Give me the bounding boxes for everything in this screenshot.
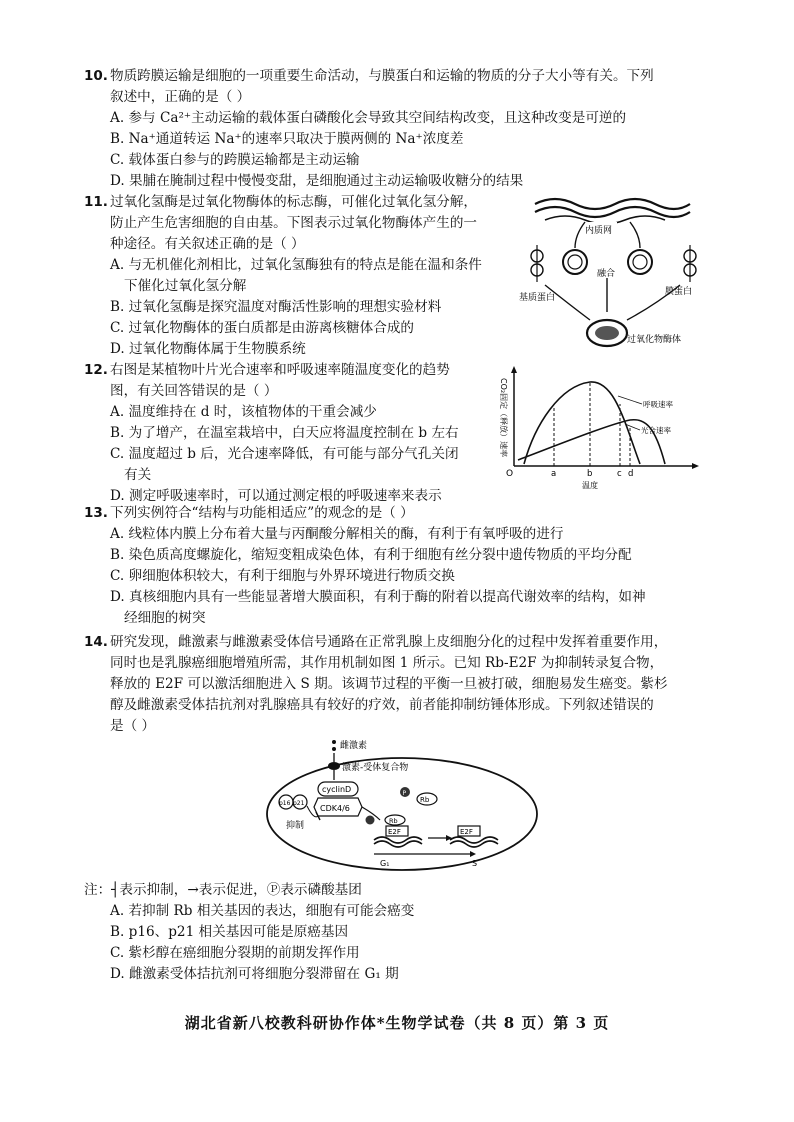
option-c[interactable]: C. 紫杉醇在癌细胞分裂期的前期发挥作用 [110, 945, 360, 961]
option-d-cont: 经细胞的树突 [124, 610, 206, 626]
option-a[interactable]: A. 若抑制 Rb 相关基因的表达，细胞有可能会癌变 [110, 903, 415, 919]
inhibit-label: 抑制 [286, 821, 305, 831]
option-a[interactable]: A. 温度维持在 d 时，该植物体的干重会减少 [110, 404, 377, 420]
option-c[interactable]: C. 卵细胞体积较大，有利于细胞与外界环境进行物质交换 [110, 568, 455, 584]
question-stem: 种途径。有关叙述正确的是（ ） [110, 236, 305, 252]
option-d[interactable]: D. 雌激素受体拮抗剂可将细胞分裂滞留在 G₁ 期 [110, 966, 399, 982]
question-stem: 过氧化氢酶是过氧化物酶体的标志酶，可催化过氧化氢分解， [110, 194, 478, 210]
question-stem: 叙述中，正确的是（ ） [110, 89, 251, 105]
peroxisome-label: 过氧化物酶体 [627, 335, 682, 345]
page-footer: 湖北省新八校教科研协作体*生物学试卷（共 8 页）第 3 页 [184, 1014, 610, 1032]
question-10 [84, 66, 654, 192]
question-13 [84, 503, 646, 629]
hormone-receptor-complex-label: 激素-受体复合物 [342, 763, 409, 773]
question-stem: 防止产生危害细胞的自由基。下图表示过氧化物酶体产生的一 [110, 215, 478, 231]
chart-tick-a: a [551, 469, 557, 479]
chart-tick-d: d [628, 469, 634, 479]
option-b[interactable]: B. 过氧化氢酶是探究温度对酶活性影响的理想实验材料 [110, 299, 442, 315]
er-label: 内质网 [585, 226, 613, 236]
option-d[interactable]: D. 果脯在腌制过程中慢慢变甜，是细胞通过主动运输吸收糖分的结果 [110, 173, 524, 189]
question-stem: 研究发现，雌激素与雌激素受体信号通路在正常乳腺上皮细胞分化的过程中发挥着重要作用， [110, 634, 668, 650]
chart-tick-b: b [587, 469, 593, 479]
question-12 [84, 360, 459, 507]
question-number: 10. [84, 68, 108, 84]
fusion-label: 融合 [597, 269, 616, 279]
option-a-cont: 下催化过氧化氢分解 [124, 278, 247, 294]
figure-note: 注：┤表示抑制，→表示促进，Ⓟ表示磷酸基团 [84, 882, 362, 898]
question-14 [84, 632, 668, 737]
question-stem: 右图是某植物叶片光合速率和呼吸速率随温度变化的趋势 [110, 362, 450, 378]
question-stem: 释放的 E2F 可以激活细胞进入 S 期。该调节过程的平衡一旦被打破，细胞易发生癌变。紫杉 [110, 676, 668, 692]
option-b[interactable]: B. p16、p21 相关基因可能是原癌基因 [110, 924, 349, 940]
option-a[interactable]: A. 参与 Ca²⁺主动运输的载体蛋白磷酸化会导致其空间结构改变，且这种改变是可逆的 [110, 110, 627, 126]
rb-label: Rb [389, 817, 398, 825]
option-b[interactable]: B. 染色质高度螺旋化，缩短变粗成染色体，有利于细胞有丝分裂中遗传物质的平均分配 [110, 547, 632, 563]
question-stem: 图，有关回答错误的是（ ） [110, 383, 278, 399]
option-c[interactable]: C. 温度超过 b 后，光合速率降低，有可能与部分气孔关闭 [110, 446, 459, 462]
chart-x-label: 温度 [582, 481, 598, 489]
membrane-protein-label: 膜蛋白 [665, 287, 693, 297]
question-11 [84, 192, 482, 360]
option-a[interactable]: A. 线粒体内膜上分布着大量与丙酮酸分解相关的酶，有利于有氧呼吸的进行 [110, 526, 564, 542]
cdk-label: CDK4/6 [320, 804, 350, 813]
peroxisome-figure [515, 190, 715, 350]
option-d[interactable]: D. 过氧化物酶体属于生物膜系统 [110, 341, 306, 357]
option-c-cont: 有关 [124, 467, 152, 483]
question-number: 13. [84, 505, 108, 521]
s-phase-label: S [472, 859, 478, 868]
e2f-label: E2F [388, 828, 401, 836]
option-b[interactable]: B. Na⁺通道转运 Na⁺的速率只取决于膜两侧的 Na⁺浓度差 [110, 131, 464, 147]
p16-label: p16 [279, 800, 291, 807]
option-c[interactable]: C. 过氧化物酶体的蛋白质都是由游离核糖体合成的 [110, 320, 415, 336]
question-number: 12. [84, 362, 108, 378]
question-number: 11. [84, 194, 108, 210]
cell-mechanism-figure [262, 736, 552, 876]
option-b[interactable]: B. 为了增产，在温室栽培中，白天应将温度控制在 b 左右 [110, 425, 459, 441]
chart-origin: O [506, 469, 514, 479]
e2f-released-label: E2F [460, 828, 473, 836]
option-a[interactable]: A. 与无机催化剂相比，过氧化氢酶独有的特点是能在温和条件 [110, 257, 482, 273]
g1-label: G₁ [380, 859, 390, 868]
chart-y-label: CO₂固定（释放）速率 [499, 378, 508, 458]
p21-label: p21 [293, 800, 305, 807]
matrix-protein-label: 基质蛋白 [519, 293, 556, 303]
question-number: 14. [84, 634, 108, 650]
estrogen-label: 雌激素 [340, 741, 368, 751]
cyclind-label: cyclinD [322, 785, 352, 794]
option-c[interactable]: C. 载体蛋白参与的跨膜运输都是主动运输 [110, 152, 360, 168]
question-stem: 醇及雌激素受体拮抗剂对乳腺癌具有较好的疗效，前者能抑制纺锤体形成。下列叙述错误的 [110, 697, 654, 713]
rate-temperature-chart [490, 364, 715, 489]
option-d[interactable]: D. 真核细胞内具有一些能显著增大膜面积，有利于酶的附着以提高代谢效率的结构，如神 [110, 589, 646, 605]
question-stem: 下列实例符合“结构与功能相适应”的观念的是（ ） [110, 505, 414, 521]
rb-free-label: Rb [420, 796, 430, 804]
respiration-label: 呼吸速率 [643, 400, 673, 409]
option-d[interactable]: D. 测定呼吸速率时，可以通过测定根的呼吸速率来表示 [110, 488, 442, 504]
phosphate-icon: P [402, 790, 407, 797]
cell-outline [267, 758, 537, 870]
photosynthesis-label: 光合速率 [641, 426, 671, 435]
chart-tick-c: c [617, 469, 622, 479]
question-stem: 物质跨膜运输是细胞的一项重要生命活动，与膜蛋白和运输的物质的分子大小等有关。下列 [110, 68, 654, 84]
question-stem: 是（ ） [110, 718, 156, 734]
question-stem: 同时也是乳腺癌细胞增殖所需，其作用机制如图 1 所示。已知 Rb-E2F 为抑制转录复合物， [110, 655, 664, 671]
question-14-options [84, 880, 414, 985]
